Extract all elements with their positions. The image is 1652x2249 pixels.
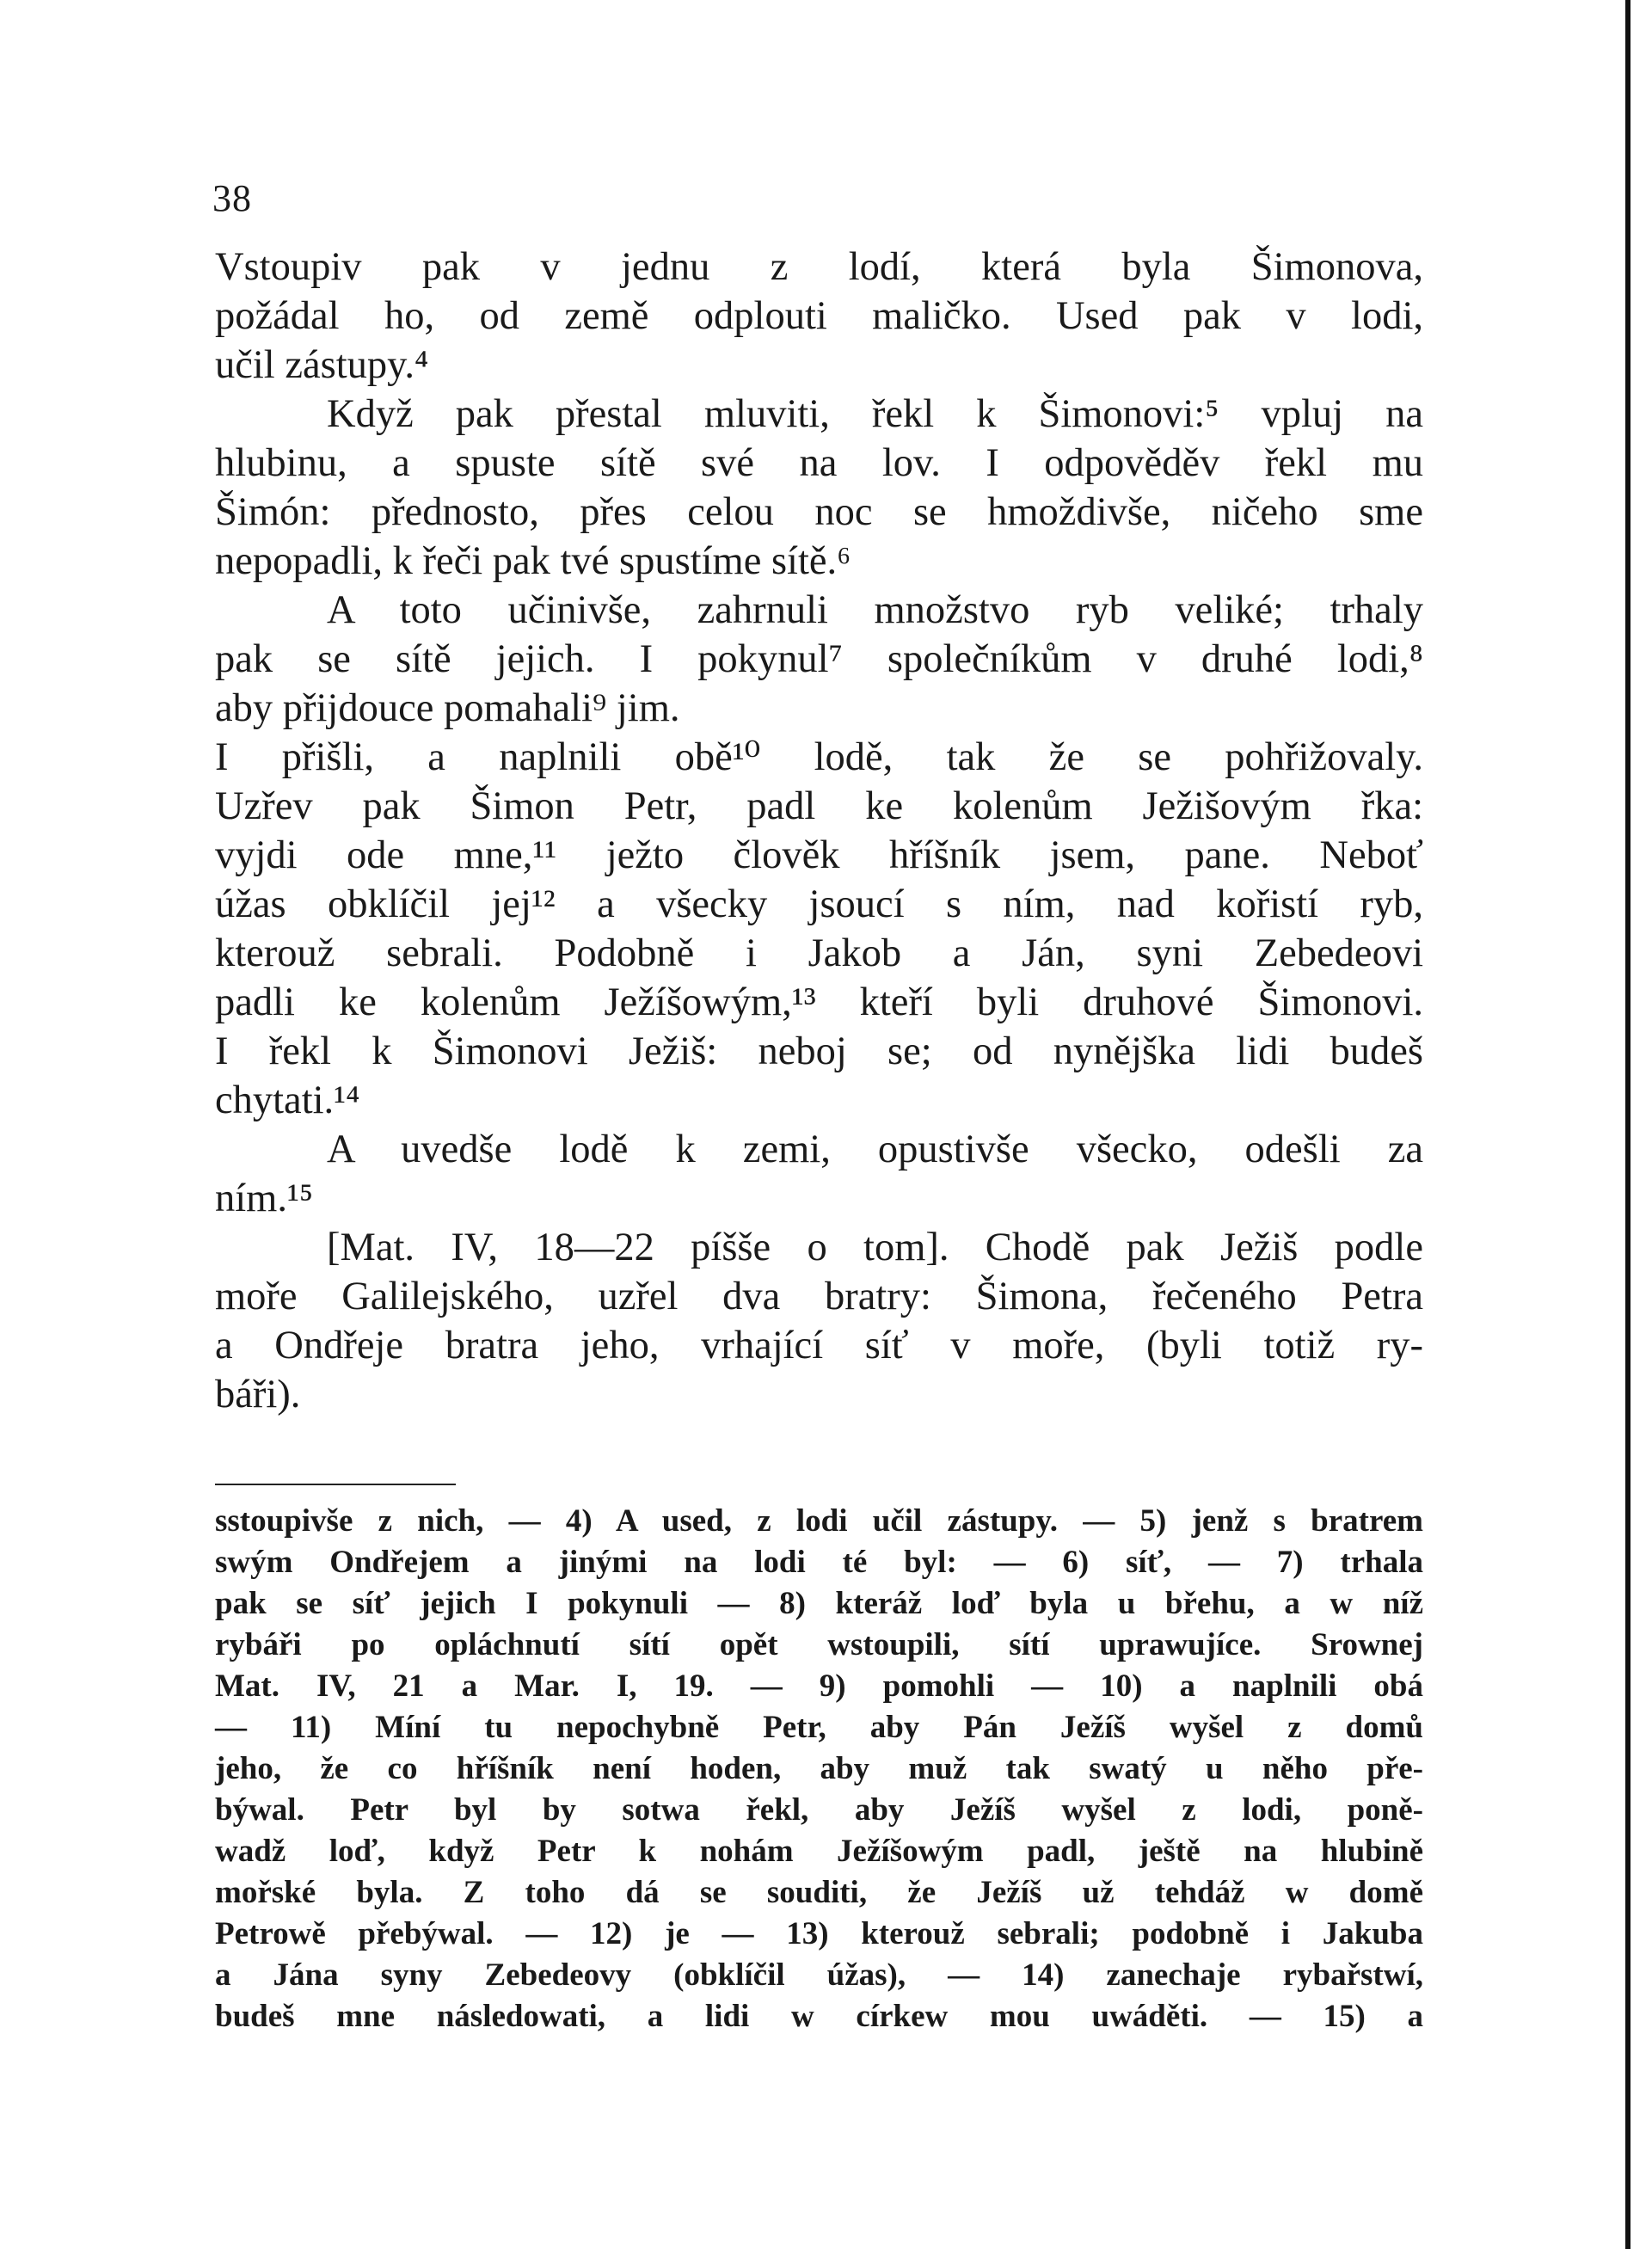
text-line: Šimón: přednosto, přes celou noc se hmoždivše, ničeho sme: [215, 490, 1423, 534]
text-line: I řekl k Šimonovi Ježiš: neboj se; od nynějška lidi budeš: [215, 1029, 1423, 1073]
paragraph-start-line: I přišli, a naplnili obě¹⁰ lodě, tak že se pohřižovaly.: [215, 735, 1423, 779]
paragraph-start-line: A uvedše lodě k zemi, opustivše všecko, odešli za: [327, 1128, 1423, 1171]
footnote-line: mořské byla. Z toho dá se souditi, že Ježíš už tehdáž w domě: [215, 1875, 1423, 1910]
footnotes: [215, 1501, 1423, 2037]
text-line: aby přijdouce pomahali⁹ jim.: [215, 686, 680, 730]
text-line: úžas obklíčil jej¹² a všecky jsoucí s ním, nad kořistí ryb,: [215, 882, 1423, 926]
page-number: 38: [212, 177, 252, 219]
paragraph-start-line: A toto učinivše, zahrnuli množstvo ryb veliké; trhaly: [327, 588, 1423, 632]
footnote-divider: [215, 1484, 456, 1485]
text-line: chytati.¹⁴: [215, 1078, 360, 1122]
footnote-line: budeš mne následowati, a lidi w církew mou uwáděti. — 15) a: [215, 1999, 1423, 2034]
paragraph-start-line: [Mat. IV, 18—22 píšše o tom]. Chodě pak Ježiš podle: [327, 1226, 1423, 1269]
text-line: moře Galilejského, uzřel dva bratry: Šimona, řečeného Petra: [215, 1275, 1423, 1318]
footnote-line: swým Ondřejem a jinými na lodi té byl: — 6) síť, — 7) trhala: [215, 1545, 1423, 1580]
text-line: pak se sítě jejich. I pokynul⁷ společníkům v druhé lodi,⁸: [215, 637, 1423, 681]
footnote-line: býwal. Petr byl by sotwa řekl, aby Ježíš wyšel z lodi, poně-: [215, 1792, 1423, 1828]
text-line: Vstoupiv pak v jednu z lodí, která byla Šimonova,: [215, 245, 1423, 289]
text-line: kterouž sebrali. Podobně i Jakob a Ján, syni Zebedeovi: [215, 931, 1423, 975]
footnote-line: — 11) Míní tu nepochybně Petr, aby Pán Ježíš wyšel z domů: [215, 1710, 1423, 1745]
scan-edge-line: [1625, 0, 1631, 2249]
text-line: nepopadli, k řeči pak tvé spustíme sítě.⁶: [215, 539, 851, 583]
main-text: [215, 243, 1423, 1419]
footnote-line: pak se síť jejich I pokynuli — 8) kteráž loď byla u břehu, a w níž: [215, 1586, 1423, 1621]
text-line: učil zástupy.⁴: [215, 343, 429, 387]
text-line: ním.¹⁵: [215, 1177, 314, 1220]
footnote-line: rybáři po opláchnutí sítí opět wstoupili, sítí uprawujíce. Srownej: [215, 1627, 1423, 1662]
text-line: hlubinu, a spuste sítě své na lov. I odpověděv řekl mu: [215, 441, 1423, 485]
text-line: báři).: [215, 1373, 301, 1416]
text-line: požádal ho, od země odplouti maličko. Used pak v lodi,: [215, 294, 1423, 338]
text-line: vyjdi ode mne,¹¹ ježto člověk hříšník jsem, pane. Neboť: [215, 833, 1423, 877]
text-line: a Ondřeje bratra jeho, vrhající síť v moře, (byli totiž ry-: [215, 1324, 1423, 1367]
footnote-line: sstoupivše z nich, — 4) A used, z lodi učil zástupy. — 5) jenž s bratrem: [215, 1503, 1423, 1539]
footnote-line: jeho, že co hříšník není hoden, aby muž tak swatý u něho pře-: [215, 1751, 1423, 1786]
paragraph-start-line: Když pak přestal mluviti, řekl k Šimonovi:⁵ vpluj na: [327, 392, 1423, 436]
footnote-line: wadž loď, když Petr k nohám Ježíšowým padl, ještě na hlubině: [215, 1834, 1423, 1869]
footnote-line: Mat. IV, 21 a Mar. I, 19. — 9) pomohli — 10) a naplnili obá: [215, 1668, 1423, 1704]
footnote-line: Petrowě přebýwal. — 12) je — 13) kterouž sebrali; podobně i Jakuba: [215, 1916, 1423, 1951]
text-line: Uzřev pak Šimon Petr, padl ke kolenům Ježišovým řka:: [215, 784, 1423, 828]
footnote-line: a Jána syny Zebedeovy (obklíčil úžas), — 14) zanechaje rybařstwí,: [215, 1957, 1423, 1993]
text-line: padli ke kolenům Ježíšowým,¹³ kteří byli druhové Šimonovi.: [215, 980, 1423, 1024]
